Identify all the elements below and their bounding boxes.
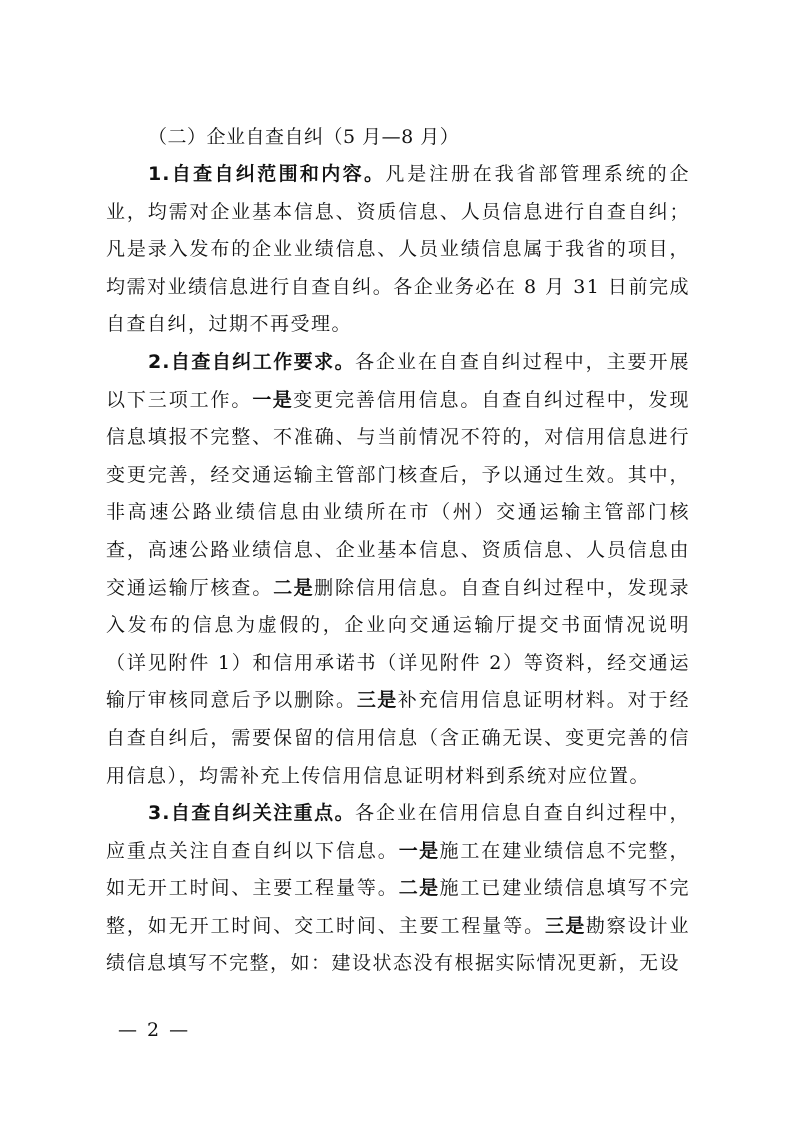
- emphasis-first: 一是: [252, 388, 294, 411]
- emphasis-second: 二是: [273, 576, 315, 599]
- paragraph-text: 各企业在信用信息自查自纠过程中，应重点关注自查自纠以下信息。: [106, 802, 690, 862]
- paragraph-text: 变更完善信用信息。自查自纠过程中，发现信息填报不完整、不准确、与当前情况不符的，对信用信息进行变更完善，经交通运输主管部门核查后，予以通过生效。其中，非高速公路业绩信息由业绩所在市（州）交通运输主管部门核查，高速公路业绩信息、企业基本信息、资质信息、人员信息由交通运输厅核查。: [106, 388, 690, 599]
- paragraph-scope: [106, 156, 690, 344]
- section-heading: （二）企业自查自纠（5 月—8 月）: [148, 126, 460, 148]
- emphasis-first: 一是: [398, 839, 440, 862]
- emphasis-third: 三是: [356, 689, 398, 712]
- emphasis-third: 三是: [545, 914, 586, 937]
- paragraph-lead: 2.自查自纠工作要求。: [148, 350, 356, 373]
- paragraph-text: 施工在建业绩信息不完整，如无开工时间、主要工程量等。: [106, 839, 690, 900]
- paragraph-lead: 3.自查自纠关注重点。: [148, 802, 356, 825]
- paragraph-text: 凡是注册在我省部管理系统的企业，均需对企业基本信息、资质信息、人员信息进行自查自纠；凡是录入发布的企业业绩信息、人员业绩信息属于我省的项目，均需对业绩信息进行自查自纠。各企业务必在 8 月 31 日前完成自查自纠，过期不再受理。: [106, 163, 690, 336]
- paragraph-text: 删除信用信息。自查自纠过程中，发现录入发布的信息为虚假的，企业向交通运输厅提交书面情况说明（详见附件 1）和信用承诺书（详见附件 2）等资料，经交通运输厅审核同意后予以删除。: [106, 576, 690, 712]
- paragraph-text: 施工已建业绩信息填写不完整，如无开工时间、交工时间、主要工程量等。: [106, 877, 690, 937]
- emphasis-second: 二是: [398, 877, 440, 900]
- document-body: [106, 118, 690, 983]
- paragraph-text: 各企业在自查自纠过程中，主要开展以下三项工作。: [106, 350, 690, 411]
- paragraph-requirements: [106, 344, 690, 795]
- paragraph-lead: 1.自查自纠范围和内容。: [148, 163, 386, 185]
- paragraph-focus: [106, 795, 690, 983]
- paragraph-text: 勘察设计业绩信息填写不完整，如：建设状态没有根据实际情况更新，无设: [106, 914, 690, 975]
- paragraph-text: 补充信用信息证明材料。对于经自查自纠后，需要保留的信用信息（含正确无误、变更完善的信用信息），均需补充上传信用信息证明材料到系统对应位置。: [106, 689, 690, 787]
- page-number: — 2 —: [118, 1019, 191, 1041]
